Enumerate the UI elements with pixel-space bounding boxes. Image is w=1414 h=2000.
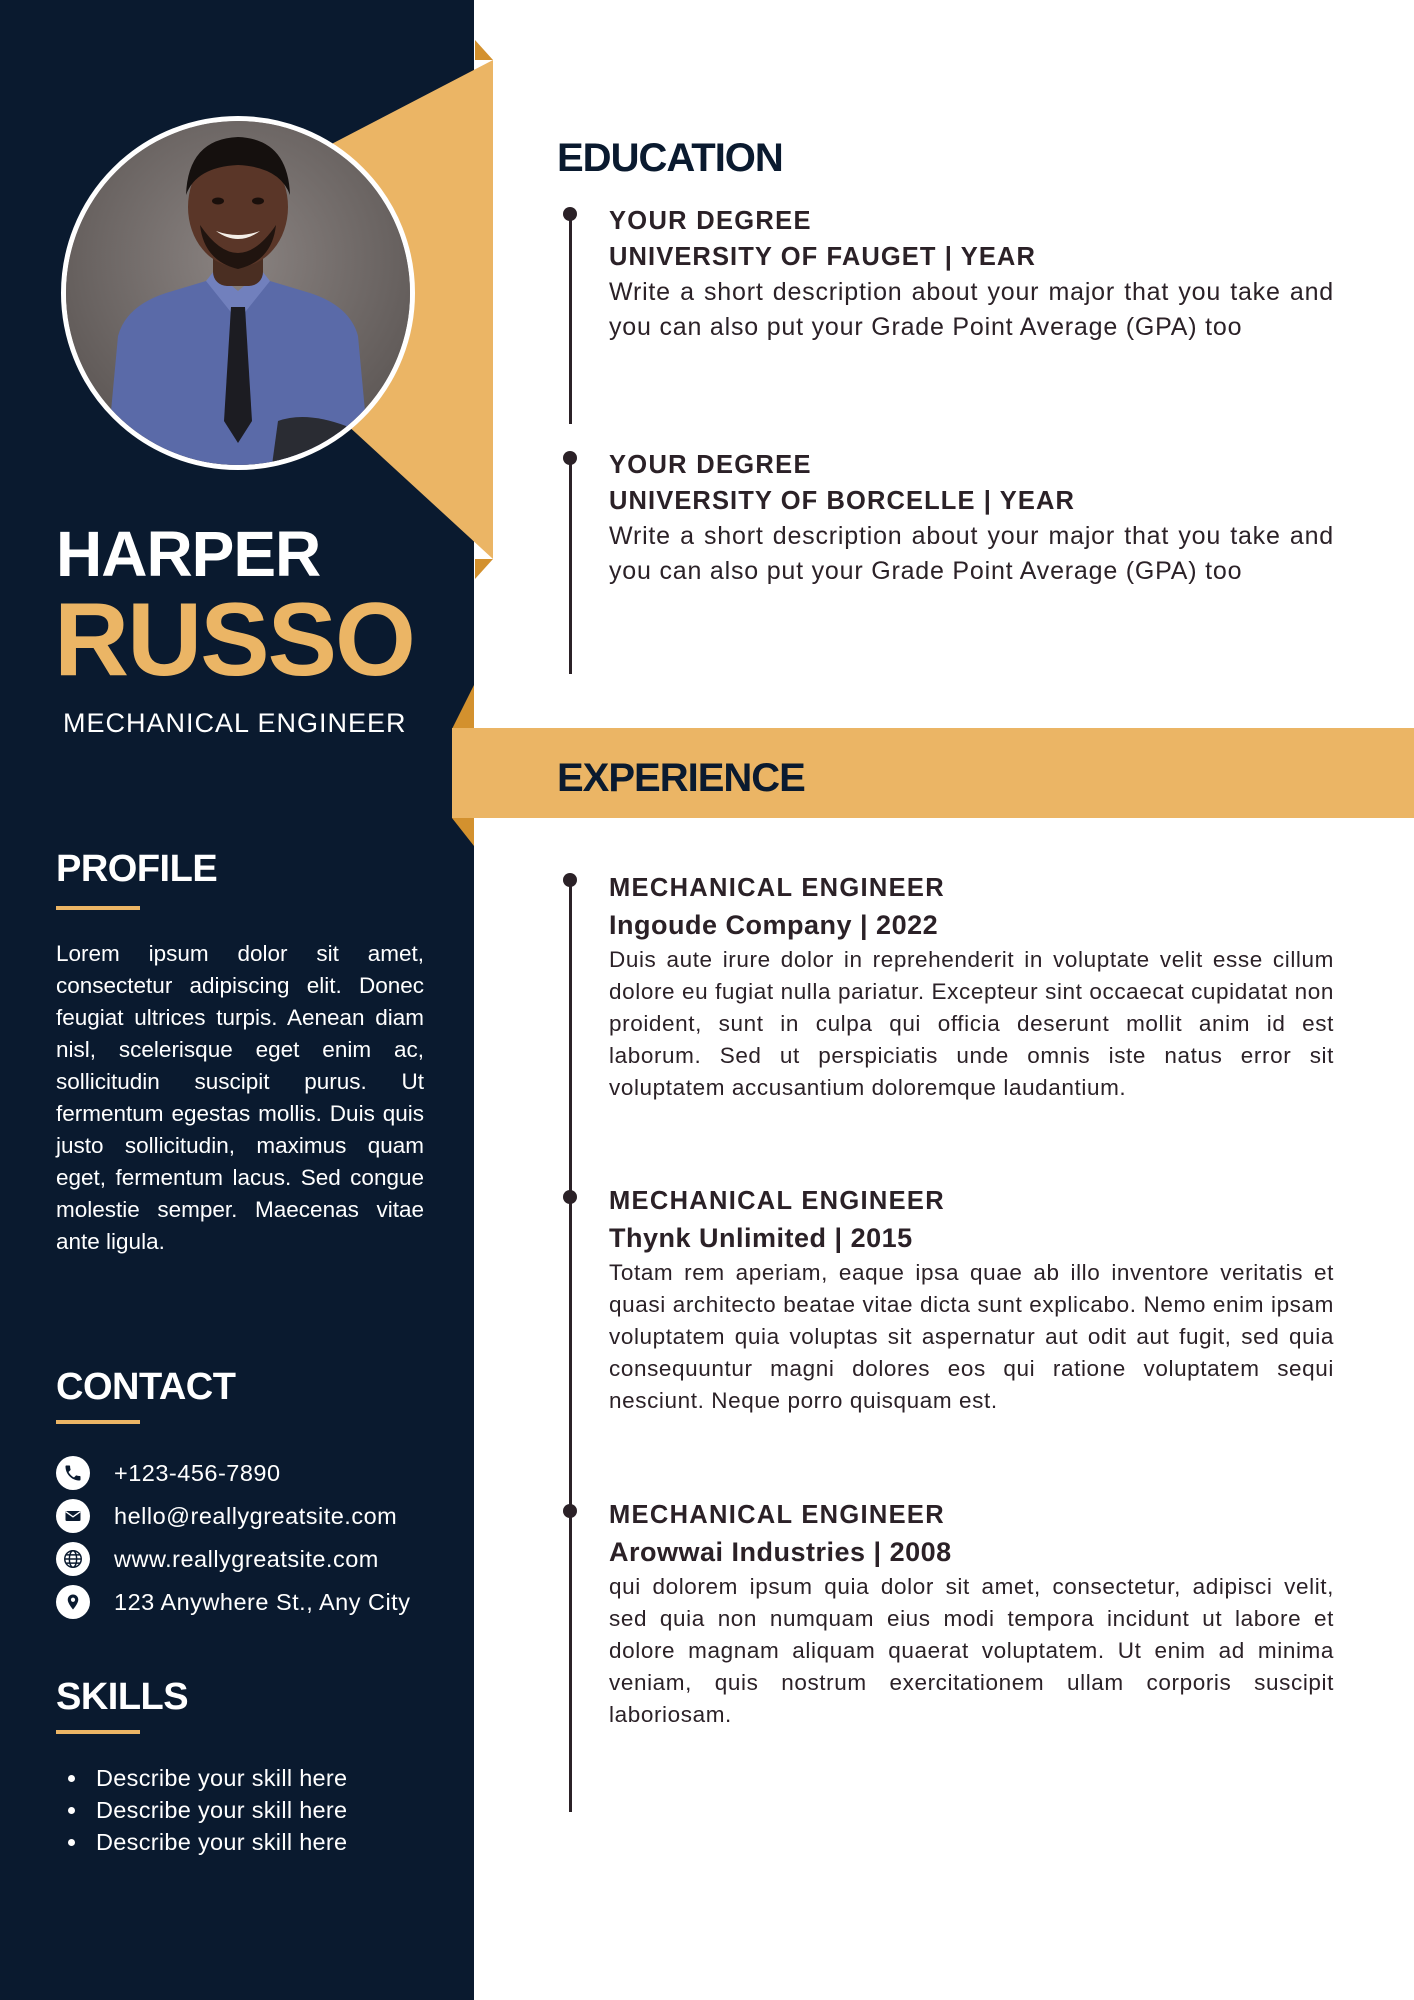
skill-item: Describe your skill here	[56, 1762, 347, 1794]
skill-item: Describe your skill here	[56, 1826, 347, 1858]
education-description: Write a short description about your major that you take and you can also put your Grade Point Average (GPA) too	[609, 278, 1334, 341]
company-name: Arowwai Industries | 2008	[609, 1537, 952, 1567]
street-address: 123 Anywhere St., Any City	[114, 1588, 411, 1615]
contact-heading-underline	[56, 1420, 140, 1424]
experience-timeline-line	[569, 880, 572, 1812]
skill-item: Describe your skill here	[56, 1794, 347, 1826]
profile-heading-underline	[56, 906, 140, 910]
contact-email[interactable]	[56, 1499, 397, 1533]
experience-description: qui dolorem ipsum quia dolor sit amet, consectetur, adipisci velit, sed quia non numquam eius modi tempora incidunt ut labore et dolore magnam aliquam quaerat voluptatem. Ut enim ad minima veniam, quis nostrum exercitationem ullam corporis suscipit laboriosam.	[609, 1574, 1334, 1727]
map-pin-icon	[56, 1585, 90, 1619]
education-timeline-line	[569, 458, 572, 674]
profile-text: Lorem ipsum dolor sit amet, consectetur adipiscing elit. Donec feugiat ultrices turpis. Aenean diam nisl, scelerisque eget enim ac, sollicitudin suscipit purus. Ut fermentum egestas mollis. Duis quis justo sollicitudin, maximus quam eget, fermentum lacus. Sed congue molestie semper. Maecenas vitae ante ligula.	[56, 941, 424, 1254]
email-address: hello@reallygreatsite.com	[114, 1502, 398, 1529]
company-name: Thynk Unlimited | 2015	[609, 1223, 913, 1253]
role-title: MECHANICAL ENGINEER	[609, 1501, 945, 1529]
profile-photo	[61, 116, 415, 470]
experience-heading: EXPERIENCE	[557, 756, 805, 800]
skills-list	[56, 1762, 347, 1858]
education-entry	[609, 447, 1334, 589]
role-title: MECHANICAL ENGINEER	[609, 1187, 945, 1215]
envelope-icon	[56, 1499, 90, 1533]
experience-entry	[609, 1183, 1334, 1417]
school-name: UNIVERSITY OF BORCELLE | YEAR	[609, 487, 1075, 515]
contact-phone[interactable]	[56, 1456, 281, 1490]
first-name: HARPER	[56, 518, 321, 590]
education-timeline-line	[569, 214, 572, 424]
skills-heading-underline	[56, 1730, 140, 1734]
last-name: RUSSO	[54, 582, 414, 698]
profile-heading: PROFILE	[56, 848, 218, 890]
experience-description: Duis aute irure dolor in reprehenderit in voluptate velit esse cillum dolore eu fugiat nulla pariatur. Excepteur sint occaecat cupidatat non proident, sunt in culpa qui officia deserunt mollit anim id est laborum. Sed ut perspiciatis unde omnis iste natus error sit voluptatem accusantium doloremque laudantium.	[609, 947, 1334, 1100]
company-name: Ingoude Company | 2022	[609, 910, 939, 940]
role-title: MECHANICAL ENGINEER	[609, 874, 945, 902]
school-name: UNIVERSITY OF FAUGET | YEAR	[609, 243, 1036, 271]
job-title: MECHANICAL ENGINEER	[63, 708, 407, 738]
education-description: Write a short description about your major that you take and you can also put your Grade Point Average (GPA) too	[609, 522, 1334, 585]
degree-title: YOUR DEGREE	[609, 451, 812, 479]
experience-entry	[609, 1497, 1334, 1731]
experience-description: Totam rem aperiam, eaque ipsa quae ab illo inventore veritatis et quasi architecto beatae vitae dicta sunt explicabo. Nemo enim ipsam voluptatem quia voluptas sit aspernatur aut odit aut fugit, sed quia consequuntur magni dolores eos qui ratione voluptatem sequi nesciunt. Neque porro quisquam est.	[609, 1260, 1334, 1413]
website-url: www.reallygreatsite.com	[114, 1545, 379, 1572]
phone-number: +123-456-7890	[114, 1459, 281, 1486]
contact-website[interactable]	[56, 1542, 379, 1576]
education-entry	[609, 203, 1334, 345]
contact-heading: CONTACT	[56, 1366, 236, 1408]
globe-icon	[56, 1542, 90, 1576]
education-heading: EDUCATION	[557, 136, 783, 180]
contact-address[interactable]	[56, 1585, 410, 1619]
experience-entry	[609, 870, 1334, 1104]
phone-icon	[56, 1456, 90, 1490]
person-portrait-icon	[66, 121, 410, 465]
degree-title: YOUR DEGREE	[609, 207, 812, 235]
skills-heading: SKILLS	[56, 1676, 189, 1718]
